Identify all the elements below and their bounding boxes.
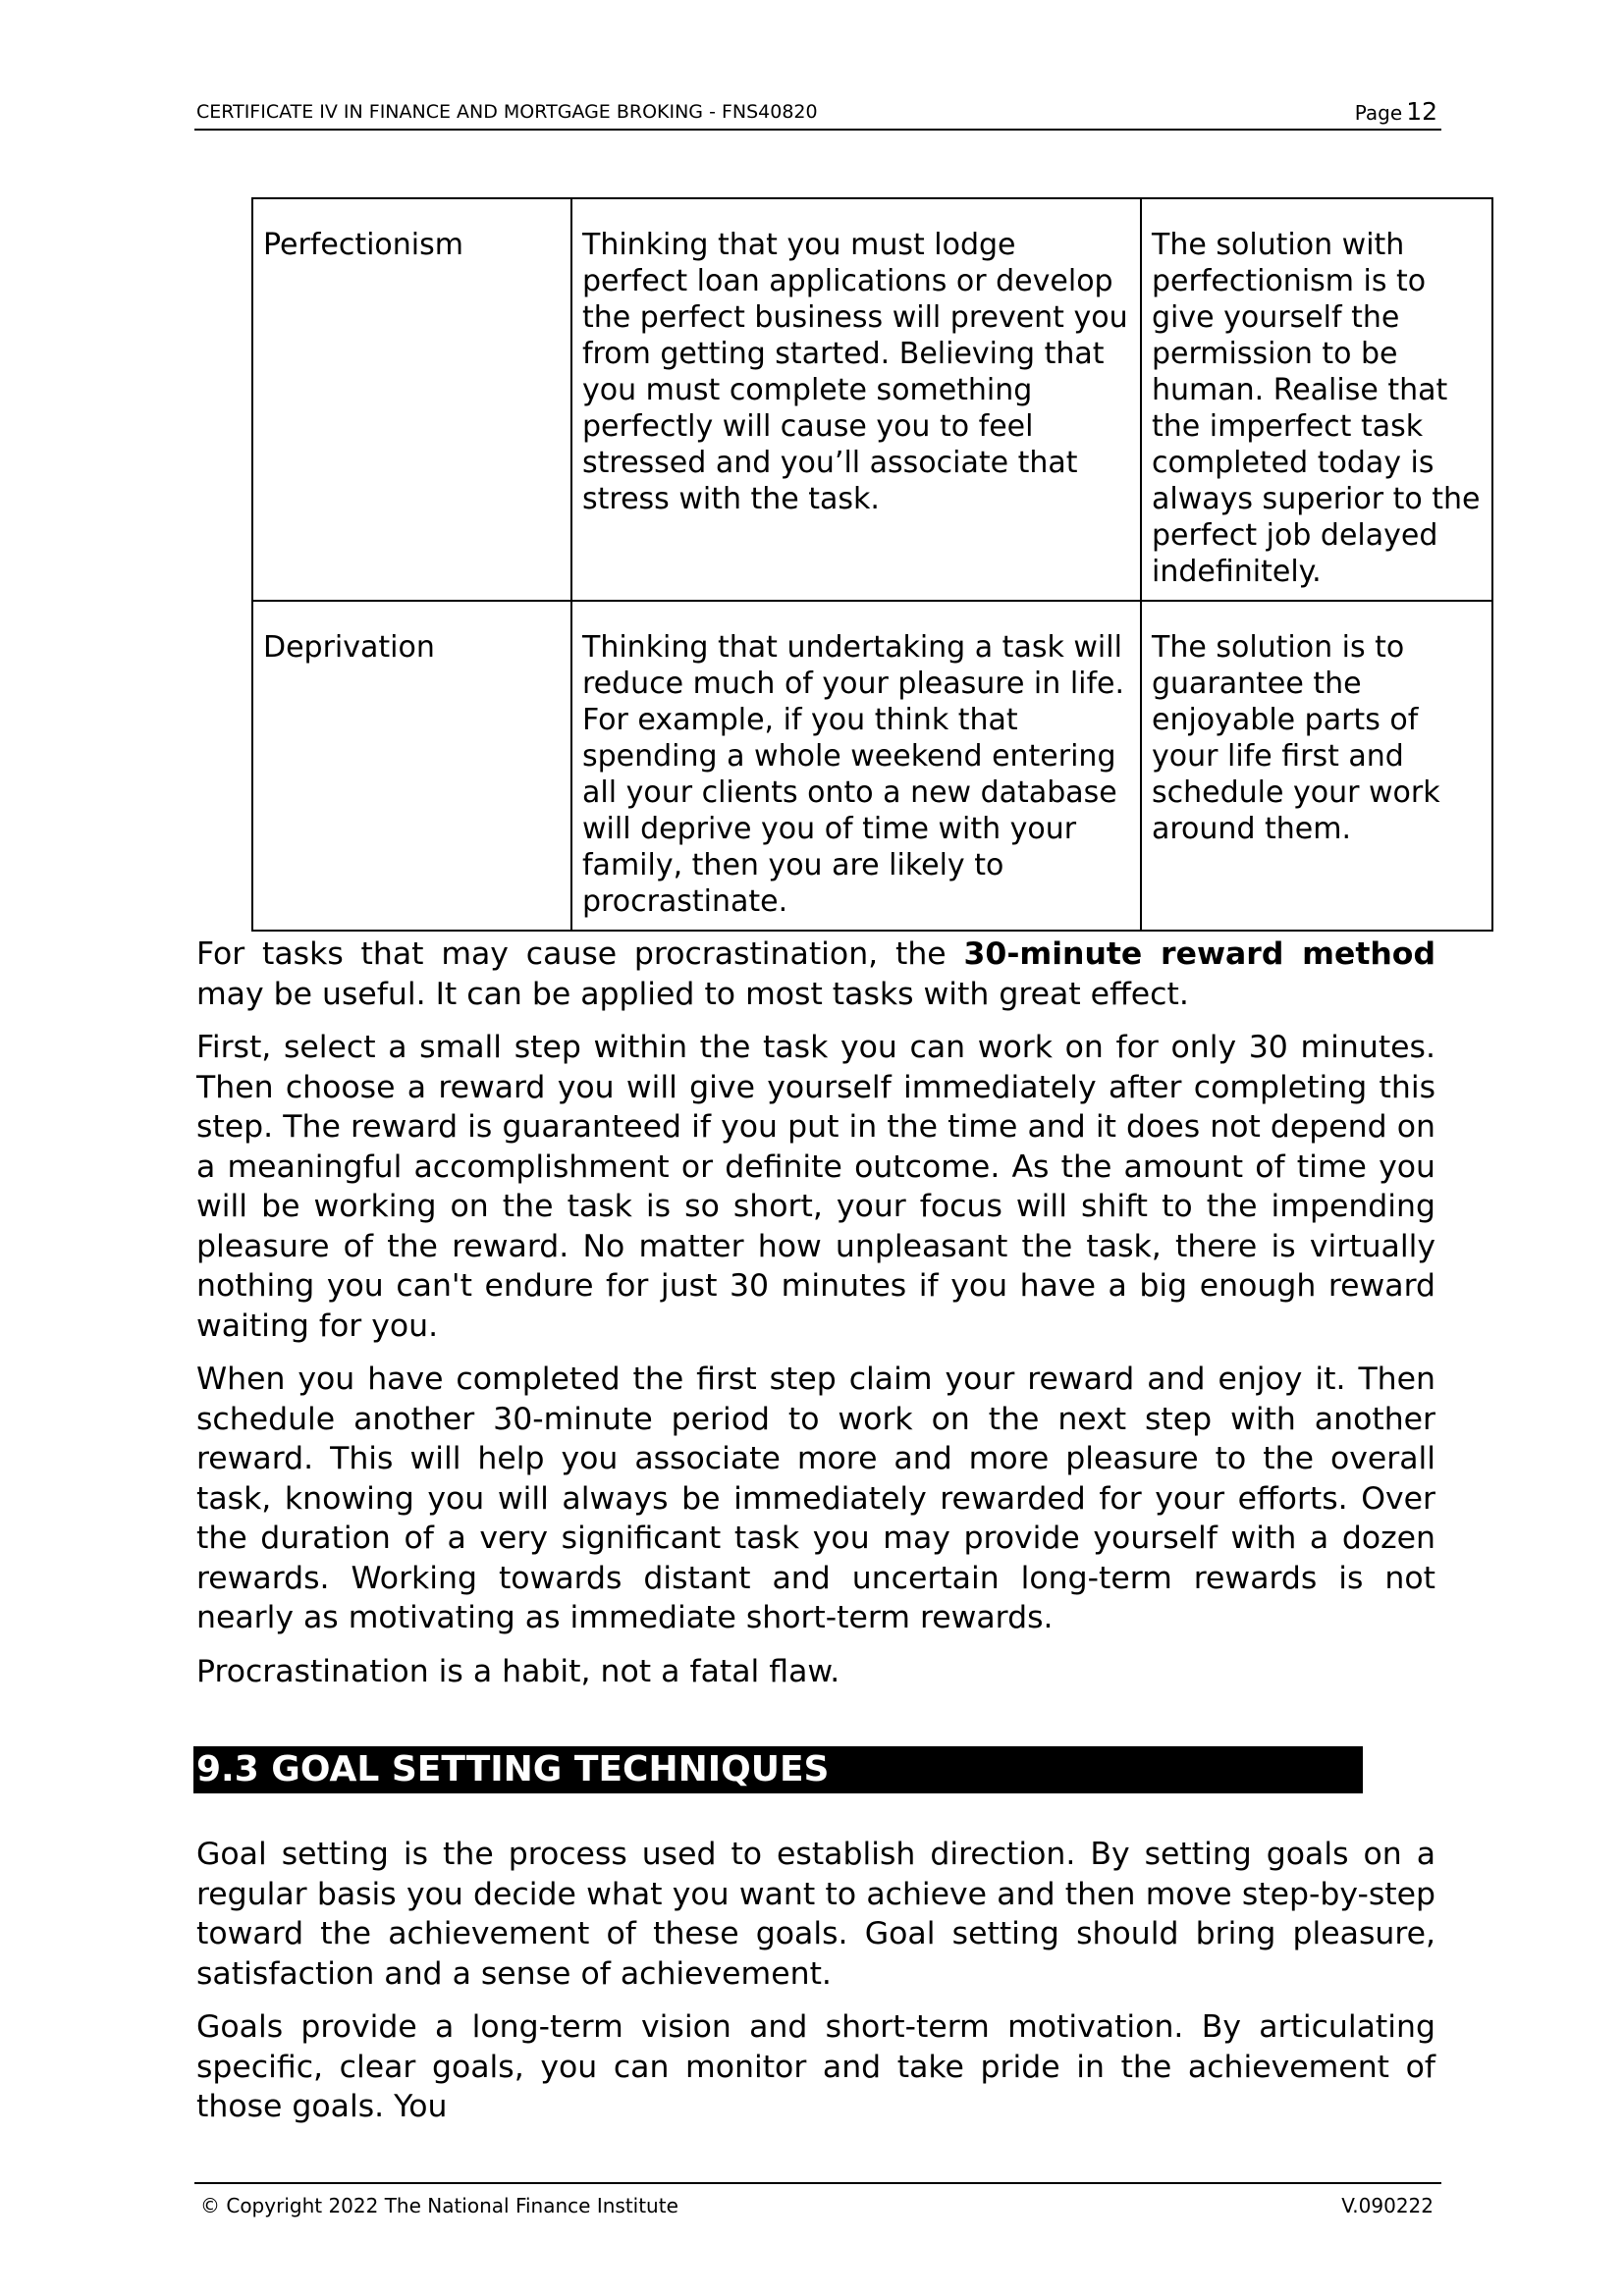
paragraph: For tasks that may cause procrastination, the 30-minute reward method may be useful. It can be applied to most tasks with great effect. bbox=[196, 936, 1436, 1012]
page-header bbox=[194, 99, 1441, 131]
emphasis: 30-minute reward method bbox=[963, 936, 1436, 972]
row-name: Deprivation bbox=[252, 601, 571, 931]
page-label: Page bbox=[1354, 101, 1403, 125]
row-description: Thinking that undertaking a task will reduce much of your pleasure in life. For example, if you think that spending a whole weekend entering all your clients onto a new database will deprive you of time with your family, then you are likely to procrastinate. bbox=[571, 601, 1141, 931]
paragraph: Procrastination is a habit, not a fatal flaw. bbox=[196, 1653, 840, 1689]
goal-setting-section bbox=[196, 1835, 1435, 2141]
paragraph: Goals provide a long-term vision and short-term motivation. By articulating specific, clear goals, you can monitor and take pride in the achievement of those goals. You bbox=[196, 2009, 1435, 2124]
row-solution: The solution with perfectionism is to give yourself the permission to be human. Realise that the imperfect task completed today is always superior to the perfect job delayed indefinitely. bbox=[1141, 198, 1492, 601]
table-row bbox=[252, 601, 1492, 931]
page-indicator bbox=[1355, 97, 1437, 126]
page-footer bbox=[194, 2182, 1441, 2217]
version: V.090222 bbox=[1341, 2194, 1434, 2217]
paragraph: When you have completed the first step claim your reward and enjoy it. Then schedule another 30-minute period to work on the next step with another reward. This will help you associate more and more pleasure to the overall task, knowing you will always be immediately rewarded for your efforts. Over the duration of a very significant task you may provide yourself with a dozen rewards. Working towards distant and uncertain long-term rewards is not nearly as motivating as immediate short-term rewards. bbox=[196, 1362, 1435, 1635]
copyright: © Copyright 2022 The National Finance Institute bbox=[200, 2194, 678, 2217]
paragraph: Goal setting is the process used to establish direction. By setting goals on a regular basis you decide what you want to achieve and then move step-by-step toward the achievement of these goals. Goal setting should bring pleasure, satisfaction and a sense of achievement. bbox=[196, 1837, 1435, 1992]
document-title: CERTIFICATE IV IN FINANCE AND MORTGAGE BROKING - FNS40820 bbox=[196, 101, 818, 123]
procrastination-table bbox=[251, 197, 1493, 932]
section-heading: 9.3 GOAL SETTING TECHNIQUES bbox=[193, 1746, 1363, 1793]
row-solution: The solution is to guarantee the enjoyable parts of your life first and schedule your work around them. bbox=[1141, 601, 1492, 931]
page-number: 12 bbox=[1406, 97, 1437, 126]
row-description: Thinking that you must lodge perfect loan applications or develop the perfect business will prevent you from getting started. Believing that you must complete something perfectly will cause you to feel stressed and you’ll associate that stress with the task. bbox=[571, 198, 1141, 601]
paragraph: First, select a small step within the task you can work on for only 30 minutes. Then choose a reward you will give yourself immediately after completing this step. The reward is guaranteed if you put in the time and it does not depend on a meaningful accomplishment or definite outcome. As the amount of time you will be working on the task is so short, your focus will shift to the impending pleasure of the reward. No matter how unpleasant the task, there is virtually nothing you can't endure for just 30 minutes if you have a big enough reward waiting for you. bbox=[196, 1030, 1435, 1344]
table-row bbox=[252, 198, 1492, 601]
row-name: Perfectionism bbox=[252, 198, 571, 601]
reward-method-section bbox=[196, 934, 1435, 1705]
